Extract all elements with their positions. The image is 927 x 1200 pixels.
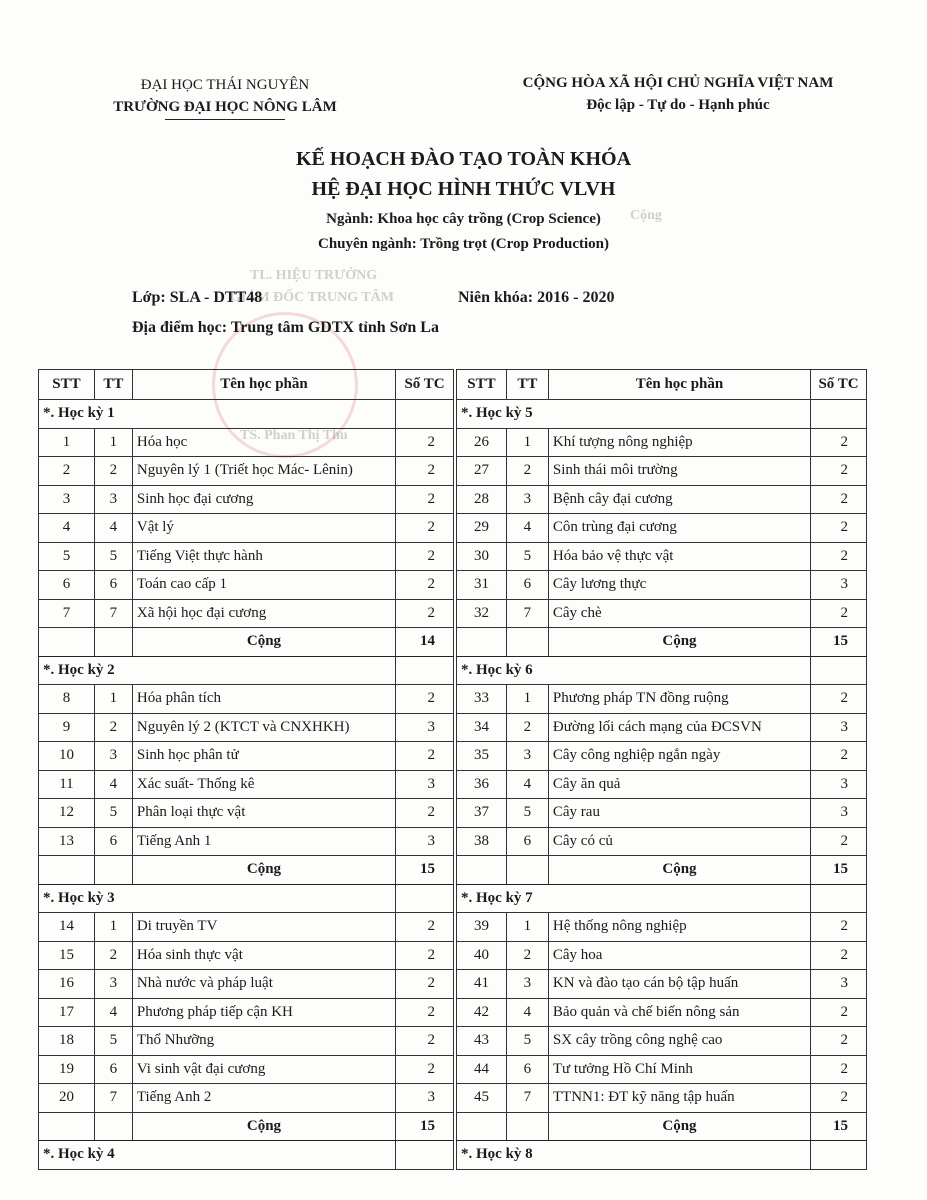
course-name-cell: Hệ thống nông nghiệp: [548, 913, 810, 942]
table-row: [39, 770, 454, 799]
stt-cell: 14: [39, 913, 95, 942]
semester-title: *. Học kỳ 1: [39, 400, 396, 429]
total-row: [457, 1112, 867, 1141]
tt-cell: 1: [506, 685, 548, 714]
tt-cell: 4: [506, 998, 548, 1027]
stt-cell: 7: [39, 599, 95, 628]
credits-cell: 2: [811, 742, 867, 771]
course-name-cell: Cây lương thực: [548, 571, 810, 600]
col-header-stt: STT: [457, 370, 507, 400]
table-row: [39, 485, 454, 514]
credits-cell: 2: [811, 941, 867, 970]
total-label: Cộng: [132, 1112, 395, 1141]
tt-cell: 3: [94, 970, 132, 999]
table-row: [457, 998, 867, 1027]
stt-cell: 10: [39, 742, 95, 771]
col-header-stt: STT: [39, 370, 95, 400]
table-row: [457, 827, 867, 856]
col-header-tt: TT: [506, 370, 548, 400]
empty-cell: [94, 856, 132, 885]
table-row: [457, 1084, 867, 1113]
course-name-cell: Sinh học phân tử: [132, 742, 395, 771]
national-motto: [478, 72, 878, 116]
empty-cell: [39, 628, 95, 657]
empty-cell: [39, 1112, 95, 1141]
semester-heading-row: [457, 656, 867, 685]
total-row: [39, 628, 454, 657]
credits-cell: 3: [811, 713, 867, 742]
tt-cell: 5: [94, 1027, 132, 1056]
tt-cell: 6: [94, 827, 132, 856]
tt-cell: 4: [94, 998, 132, 1027]
table-row: [457, 770, 867, 799]
credits-cell: 2: [811, 1084, 867, 1113]
tt-cell: 6: [506, 1055, 548, 1084]
course-name-cell: Vật lý: [132, 514, 395, 543]
tt-cell: 6: [506, 827, 548, 856]
tt-cell: 2: [506, 457, 548, 486]
faded-text-line: Cộng: [630, 208, 662, 223]
stt-cell: 19: [39, 1055, 95, 1084]
credits-cell: 2: [396, 799, 454, 828]
stt-cell: 38: [457, 827, 507, 856]
semester-title: *. Học kỳ 7: [457, 884, 811, 913]
credits-cell: 2: [396, 428, 454, 457]
course-name-cell: Sinh thái môi trường: [548, 457, 810, 486]
semester-title: *. Học kỳ 3: [39, 884, 396, 913]
stt-cell: 18: [39, 1027, 95, 1056]
semester-heading-row: [457, 400, 867, 429]
credits-cell: 3: [396, 770, 454, 799]
course-name-cell: Nhà nước và pháp luật: [132, 970, 395, 999]
credits-cell: 3: [396, 827, 454, 856]
stt-cell: 37: [457, 799, 507, 828]
course-name-cell: Hóa phân tích: [132, 685, 395, 714]
tt-cell: 2: [94, 713, 132, 742]
semester-title: *. Học kỳ 5: [457, 400, 811, 429]
stt-cell: 12: [39, 799, 95, 828]
col-header-credits: Số TC: [811, 370, 867, 400]
credits-cell: 2: [396, 542, 454, 571]
stt-cell: 13: [39, 827, 95, 856]
table-row: [39, 514, 454, 543]
table-row: [39, 799, 454, 828]
table-row: [39, 685, 454, 714]
stt-cell: 30: [457, 542, 507, 571]
tt-cell: 3: [94, 485, 132, 514]
credits-cell: 2: [811, 1055, 867, 1084]
empty-cell: [506, 856, 548, 885]
stt-cell: 15: [39, 941, 95, 970]
semester-heading-row: [457, 1141, 867, 1170]
total-label: Cộng: [548, 628, 810, 657]
credits-cell: 2: [811, 998, 867, 1027]
table-row: [457, 485, 867, 514]
stt-cell: 44: [457, 1055, 507, 1084]
tt-cell: 5: [94, 542, 132, 571]
course-name-cell: Tiếng Anh 1: [132, 827, 395, 856]
table-row: [457, 571, 867, 600]
credits-cell: 2: [396, 1055, 454, 1084]
table-row: [457, 599, 867, 628]
table-header-row: [39, 370, 454, 400]
stt-cell: 11: [39, 770, 95, 799]
tt-cell: 4: [94, 514, 132, 543]
table-row: [457, 1055, 867, 1084]
tt-cell: 4: [506, 770, 548, 799]
stt-cell: 5: [39, 542, 95, 571]
table-body: [39, 400, 454, 1170]
credits-cell: 2: [396, 913, 454, 942]
credits-cell: 2: [396, 685, 454, 714]
divider: [165, 119, 285, 120]
table-row: [457, 713, 867, 742]
total-row: [457, 856, 867, 885]
course-name-cell: Cây hoa: [548, 941, 810, 970]
stt-cell: 33: [457, 685, 507, 714]
stt-cell: 8: [39, 685, 95, 714]
course-name-cell: Phân loại thực vật: [132, 799, 395, 828]
credits-cell: 2: [396, 485, 454, 514]
stt-cell: 29: [457, 514, 507, 543]
empty-cell: [396, 656, 454, 685]
table-row: [39, 827, 454, 856]
credits-cell: 3: [811, 799, 867, 828]
semester-title: *. Học kỳ 2: [39, 656, 396, 685]
tt-cell: 3: [506, 742, 548, 771]
table-row: [39, 542, 454, 571]
faded-text-line: TS. Phan Thị Thu: [240, 428, 348, 443]
table-row: [39, 1084, 454, 1113]
table-row: [457, 1027, 867, 1056]
tt-cell: 5: [94, 799, 132, 828]
table-row: [39, 457, 454, 486]
major-line: Ngành: Khoa học cây trồng (Crop Science): [326, 211, 601, 227]
empty-cell: [811, 400, 867, 429]
stt-cell: 39: [457, 913, 507, 942]
total-row: [457, 628, 867, 657]
stt-cell: 4: [39, 514, 95, 543]
credits-cell: 2: [811, 827, 867, 856]
tt-cell: 2: [506, 713, 548, 742]
course-name-cell: Cây rau: [548, 799, 810, 828]
tt-cell: 3: [506, 970, 548, 999]
course-name-cell: Hóa sinh thực vật: [132, 941, 395, 970]
credits-cell: 2: [396, 599, 454, 628]
semester-heading-row: [39, 656, 454, 685]
credits-cell: 2: [811, 599, 867, 628]
total-row: [39, 1112, 454, 1141]
tt-cell: 6: [94, 571, 132, 600]
credits-cell: 2: [811, 485, 867, 514]
semester-heading-row: [457, 884, 867, 913]
empty-cell: [396, 1141, 454, 1170]
credits-cell: 2: [811, 514, 867, 543]
total-credits: 15: [811, 1112, 867, 1141]
credits-cell: 3: [811, 770, 867, 799]
table-row: [457, 457, 867, 486]
empty-cell: [811, 1141, 867, 1170]
table-row: [457, 685, 867, 714]
course-name-cell: Tiếng Anh 2: [132, 1084, 395, 1113]
stt-cell: 17: [39, 998, 95, 1027]
total-credits: 15: [811, 856, 867, 885]
stt-cell: 42: [457, 998, 507, 1027]
course-name-cell: Phương pháp TN đồng ruộng: [548, 685, 810, 714]
credits-cell: 2: [811, 457, 867, 486]
stt-cell: 43: [457, 1027, 507, 1056]
empty-cell: [457, 856, 507, 885]
institution-header: [90, 74, 360, 120]
stt-cell: 2: [39, 457, 95, 486]
course-name-cell: Nguyên lý 2 (KTCT và CNXHKH): [132, 713, 395, 742]
curriculum-table-left: [38, 369, 454, 1170]
table-row: [457, 799, 867, 828]
empty-cell: [457, 1112, 507, 1141]
course-name-cell: Di truyền TV: [132, 913, 395, 942]
table-row: [457, 742, 867, 771]
course-name-cell: Côn trùng đại cương: [548, 514, 810, 543]
tt-cell: 6: [94, 1055, 132, 1084]
table-row: [457, 428, 867, 457]
course-name-cell: Toán cao cấp 1: [132, 571, 395, 600]
table-row: [457, 542, 867, 571]
tt-cell: 7: [506, 1084, 548, 1113]
tt-cell: 3: [94, 742, 132, 771]
total-credits: 15: [811, 628, 867, 657]
empty-cell: [396, 884, 454, 913]
stt-cell: 3: [39, 485, 95, 514]
course-name-cell: Cây công nghiệp ngắn ngày: [548, 742, 810, 771]
credits-cell: 2: [396, 514, 454, 543]
empty-cell: [506, 628, 548, 657]
total-label: Cộng: [132, 628, 395, 657]
empty-cell: [811, 884, 867, 913]
course-name-cell: Hóa bảo vệ thực vật: [548, 542, 810, 571]
stt-cell: 16: [39, 970, 95, 999]
tt-cell: 3: [506, 485, 548, 514]
empty-cell: [94, 628, 132, 657]
stt-cell: 27: [457, 457, 507, 486]
tt-cell: 4: [506, 514, 548, 543]
university-name: ĐẠI HỌC THÁI NGUYÊN: [140, 77, 310, 93]
col-header-credits: Số TC: [396, 370, 454, 400]
tt-cell: 5: [506, 1027, 548, 1056]
stt-cell: 34: [457, 713, 507, 742]
table-row: [457, 913, 867, 942]
tt-cell: 1: [94, 428, 132, 457]
study-location: Địa điểm học: Trung tâm GDTX tỉnh Sơn La: [132, 319, 439, 336]
total-credits: 15: [396, 1112, 454, 1141]
semester-heading-row: [39, 1141, 454, 1170]
table-row: [39, 970, 454, 999]
total-label: Cộng: [548, 1112, 810, 1141]
table-row: [39, 913, 454, 942]
course-name-cell: Cây chè: [548, 599, 810, 628]
course-name-cell: Đường lối cách mạng của ĐCSVN: [548, 713, 810, 742]
class-info: Lớp: SLA - DTT48: [132, 289, 263, 306]
semester-title: *. Học kỳ 8: [457, 1141, 811, 1170]
specialization-line: Chuyên ngành: Trồng trọt (Crop Production): [317, 236, 609, 252]
stt-cell: 35: [457, 742, 507, 771]
credits-cell: 2: [396, 998, 454, 1027]
tt-cell: 2: [94, 457, 132, 486]
total-credits: 15: [396, 856, 454, 885]
course-name-cell: Tiếng Việt thực hành: [132, 542, 395, 571]
credits-cell: 2: [396, 1027, 454, 1056]
credits-cell: 2: [811, 913, 867, 942]
course-name-cell: Xã hội học đại cương: [132, 599, 395, 628]
table-row: [457, 514, 867, 543]
tt-cell: 7: [506, 599, 548, 628]
course-name-cell: Nguyên lý 1 (Triết học Mác- Lênin): [132, 457, 395, 486]
academic-years: Niên khóa: 2016 - 2020: [458, 289, 615, 306]
tt-cell: 7: [94, 599, 132, 628]
country-name: CỘNG HÒA XÃ HỘI CHỦ NGHĨA VIỆT NAM: [522, 75, 834, 91]
credits-cell: 2: [811, 428, 867, 457]
tt-cell: 4: [94, 770, 132, 799]
credits-cell: 2: [396, 970, 454, 999]
stt-cell: 32: [457, 599, 507, 628]
credits-cell: 2: [396, 457, 454, 486]
course-name-cell: Bệnh cây đại cương: [548, 485, 810, 514]
stt-cell: 26: [457, 428, 507, 457]
empty-cell: [811, 656, 867, 685]
table-row: [39, 941, 454, 970]
col-header-tt: TT: [94, 370, 132, 400]
stt-cell: 1: [39, 428, 95, 457]
col-header-name: Tên học phần: [548, 370, 810, 400]
stt-cell: 31: [457, 571, 507, 600]
course-name-cell: Tư tưởng Hồ Chí Minh: [548, 1055, 810, 1084]
course-name-cell: Khí tượng nông nghiệp: [548, 428, 810, 457]
credits-cell: 3: [811, 571, 867, 600]
tt-cell: 1: [94, 685, 132, 714]
tt-cell: 1: [506, 913, 548, 942]
tt-cell: 5: [506, 542, 548, 571]
course-name-cell: Cây ăn quả: [548, 770, 810, 799]
empty-cell: [396, 400, 454, 429]
credits-cell: 2: [396, 941, 454, 970]
semester-heading-row: [39, 400, 454, 429]
empty-cell: [506, 1112, 548, 1141]
course-name-cell: Sinh học đại cương: [132, 485, 395, 514]
col-header-name: Tên học phần: [132, 370, 395, 400]
total-credits: 14: [396, 628, 454, 657]
table-row: [39, 742, 454, 771]
table-row: [457, 970, 867, 999]
tt-cell: 1: [506, 428, 548, 457]
credits-cell: 2: [811, 542, 867, 571]
stt-cell: 36: [457, 770, 507, 799]
table-row: [39, 571, 454, 600]
credits-cell: 2: [396, 571, 454, 600]
credits-cell: 3: [396, 1084, 454, 1113]
table-row: [457, 941, 867, 970]
course-name-cell: Phương pháp tiếp cận KH: [132, 998, 395, 1027]
table-row: [39, 713, 454, 742]
semester-title: *. Học kỳ 4: [39, 1141, 396, 1170]
course-name-cell: SX cây trồng công nghệ cao: [548, 1027, 810, 1056]
stt-cell: 40: [457, 941, 507, 970]
stt-cell: 6: [39, 571, 95, 600]
course-name-cell: Hóa học: [132, 428, 395, 457]
stt-cell: 45: [457, 1084, 507, 1113]
total-label: Cộng: [548, 856, 810, 885]
course-name-cell: TTNN1: ĐT kỹ năng tập huấn: [548, 1084, 810, 1113]
table-row: [39, 1055, 454, 1084]
course-name-cell: Vi sinh vật đại cương: [132, 1055, 395, 1084]
stt-cell: 20: [39, 1084, 95, 1113]
table-header-row: [457, 370, 867, 400]
credits-cell: 2: [811, 685, 867, 714]
stt-cell: 41: [457, 970, 507, 999]
credits-cell: 3: [811, 970, 867, 999]
empty-cell: [39, 856, 95, 885]
tt-cell: 2: [506, 941, 548, 970]
total-label: Cộng: [132, 856, 395, 885]
table-body: [457, 400, 867, 1170]
faded-text-line: GIÁM ĐỐC TRUNG TÂM: [230, 290, 394, 305]
document-subtitle: HỆ ĐẠI HỌC HÌNH THỨC VLVH: [311, 178, 616, 200]
empty-cell: [457, 628, 507, 657]
credits-cell: 2: [396, 742, 454, 771]
table-row: [39, 1027, 454, 1056]
tt-cell: 1: [94, 913, 132, 942]
tt-cell: 6: [506, 571, 548, 600]
school-name: TRƯỜNG ĐẠI HỌC NÔNG LÂM: [113, 99, 337, 115]
table-row: [39, 599, 454, 628]
credits-cell: 2: [811, 1027, 867, 1056]
tt-cell: 2: [94, 941, 132, 970]
semester-heading-row: [39, 884, 454, 913]
total-row: [39, 856, 454, 885]
tt-cell: 5: [506, 799, 548, 828]
faded-text-line: TL. HIỆU TRƯỞNG: [250, 268, 378, 283]
document-title: KẾ HOẠCH ĐÀO TẠO TOÀN KHÓA: [295, 148, 632, 170]
curriculum-table-right: [456, 369, 867, 1170]
course-name-cell: KN và đào tạo cán bộ tập huấn: [548, 970, 810, 999]
motto: Độc lập - Tự do - Hạnh phúc: [586, 97, 770, 113]
table-row: [39, 998, 454, 1027]
semester-title: *. Học kỳ 6: [457, 656, 811, 685]
stt-cell: 28: [457, 485, 507, 514]
tt-cell: 7: [94, 1084, 132, 1113]
course-name-cell: Xác suất- Thống kê: [132, 770, 395, 799]
credits-cell: 3: [396, 713, 454, 742]
course-name-cell: Thổ Nhưỡng: [132, 1027, 395, 1056]
empty-cell: [94, 1112, 132, 1141]
course-name-cell: Cây có củ: [548, 827, 810, 856]
table-row: [39, 428, 454, 457]
course-name-cell: Bảo quản và chế biến nông sản: [548, 998, 810, 1027]
stt-cell: 9: [39, 713, 95, 742]
